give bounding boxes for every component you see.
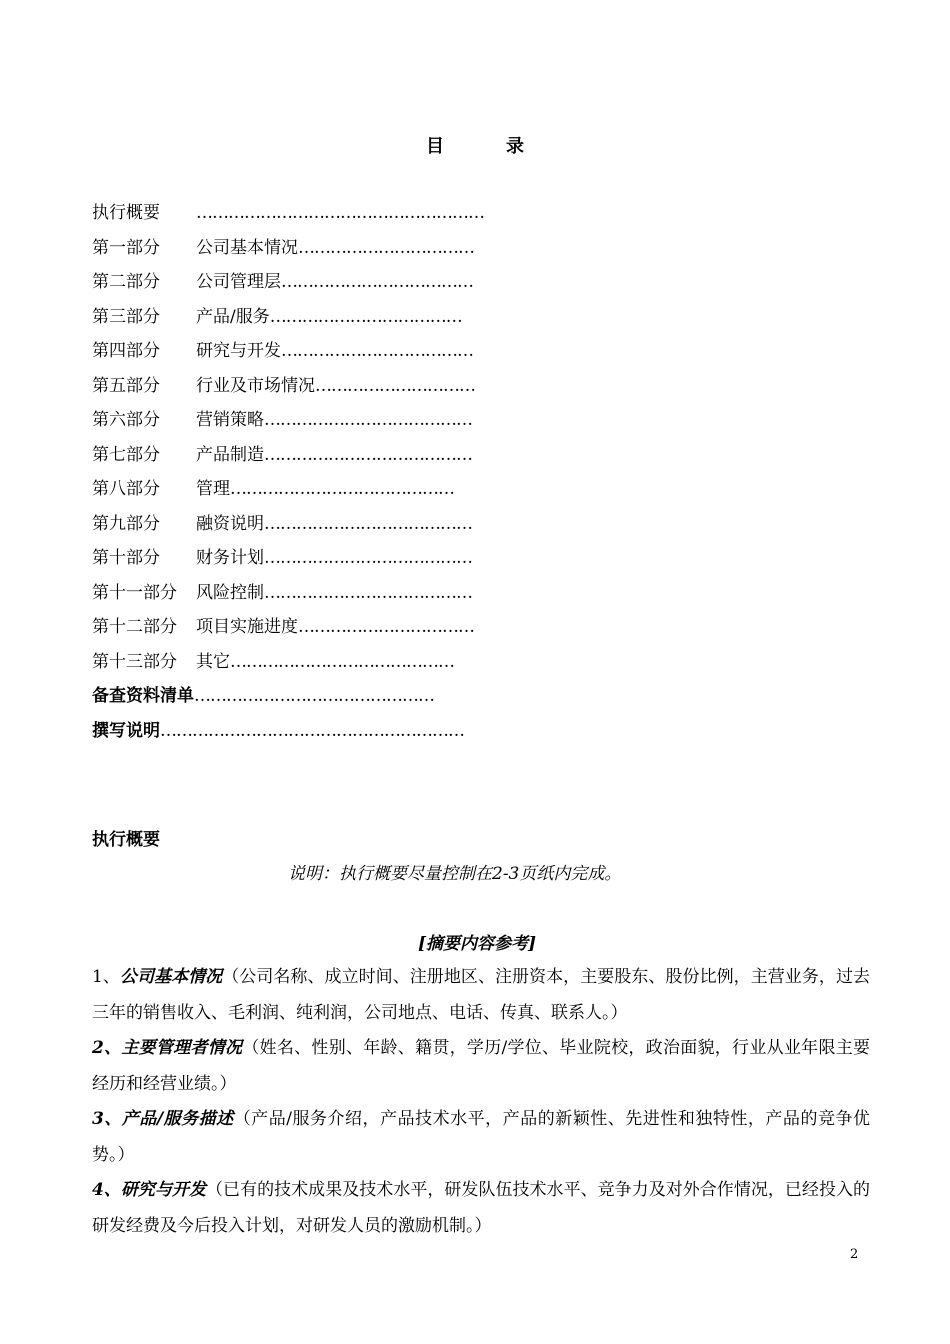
toc-name: 财务计划 bbox=[196, 548, 264, 568]
summary-item bbox=[92, 960, 870, 1031]
toc-part: 第七部分 bbox=[92, 444, 160, 465]
summary-item bbox=[92, 1031, 870, 1102]
toc-row bbox=[92, 545, 712, 580]
toc-name: 其它 bbox=[196, 651, 230, 672]
toc-title-left: 目 bbox=[426, 136, 444, 157]
summary-item-lead: 公司基本情况 bbox=[119, 967, 223, 987]
toc-name: 项目实施进度 bbox=[196, 617, 298, 637]
toc-name: 营销策略 bbox=[196, 410, 264, 430]
summary-item-number: 4、 bbox=[92, 1180, 121, 1200]
toc-dots: …………………………… bbox=[298, 617, 474, 637]
toc-dots: ………………………………… bbox=[264, 548, 472, 568]
toc-dots: ………………………………………………… bbox=[160, 720, 464, 741]
toc-part: 第一部分 bbox=[92, 237, 160, 258]
toc-dots: ………………………… bbox=[315, 375, 475, 396]
toc-name: 公司管理层 bbox=[196, 272, 281, 292]
toc-part: 第六部分 bbox=[92, 410, 160, 430]
summary-item-text: （公司名称、成立时间、注册地区、注册资本，主要股东、股份比例，主营业务，过去三年的销售收入、毛利润、纯利润，公司地点、电话、传真、联系人。） bbox=[92, 967, 871, 1023]
toc-row bbox=[92, 407, 712, 442]
toc-row bbox=[92, 200, 712, 235]
toc-list bbox=[92, 200, 712, 752]
toc-row bbox=[92, 614, 712, 649]
toc-dots: ……………………………………… bbox=[194, 686, 434, 706]
summary-item-number: 1、 bbox=[92, 967, 120, 987]
toc-name: 研究与开发 bbox=[196, 341, 281, 361]
toc-dots: ……………………………………………… bbox=[196, 203, 484, 223]
toc-row bbox=[92, 580, 712, 615]
toc-part: 第十部分 bbox=[92, 548, 160, 568]
toc-part: 第八部分 bbox=[92, 479, 160, 499]
toc-dots: ………………………………… bbox=[264, 410, 472, 430]
toc-row bbox=[92, 235, 712, 270]
toc-dots: ………………………………… bbox=[264, 444, 472, 465]
toc-part: 执行概要 bbox=[92, 203, 160, 223]
summary-items bbox=[92, 960, 870, 1244]
summary-item-text: （已有的技术成果及技术水平，研发队伍技术水平、竞争力及对外合作情况，已经投入的研发经费及今后投入计划，对研发人员的激励机制。） bbox=[92, 1180, 871, 1236]
summary-item-number: 2、 bbox=[92, 1038, 122, 1058]
toc-name: 行业及市场情况 bbox=[196, 375, 315, 396]
toc-row-appendix bbox=[92, 683, 712, 718]
toc-dots: ……………………………… bbox=[269, 306, 462, 327]
toc-dots: ……………………………… bbox=[281, 272, 473, 292]
toc-row bbox=[92, 476, 712, 511]
page-number: 2 bbox=[850, 1247, 859, 1262]
toc-dots: …………………………………… bbox=[230, 479, 454, 499]
toc-name: 产品/服务 bbox=[196, 306, 270, 327]
summary-item bbox=[92, 1102, 870, 1173]
toc-dots: ………………………………… bbox=[264, 582, 472, 603]
executive-summary-heading: 执行概要 bbox=[92, 830, 160, 850]
toc-part: 第四部分 bbox=[92, 341, 160, 361]
toc-row bbox=[92, 442, 712, 477]
toc-dots: ……………………………… bbox=[281, 341, 473, 361]
toc-writing-notes-label: 撰写说明 bbox=[92, 720, 160, 741]
executive-summary-note: 说明：执行概要尽量控制在2-3页纸内完成。 bbox=[288, 864, 622, 884]
summary-reference-title-text: [摘要内容参考] bbox=[417, 934, 537, 954]
toc-part: 第十三部分 bbox=[92, 651, 177, 672]
toc-row bbox=[92, 304, 712, 339]
toc-name: 公司基本情况 bbox=[196, 237, 298, 258]
toc-part: 第九部分 bbox=[92, 513, 160, 534]
toc-name: 融资说明 bbox=[196, 513, 264, 534]
summary-item-text: （产品/服务介绍，产品技术水平，产品的新颖性、先进性和独特性，产品的竞争优势。） bbox=[92, 1109, 870, 1165]
toc-part: 第十二部分 bbox=[92, 617, 177, 637]
toc-title bbox=[0, 132, 950, 158]
toc-row-writing-notes bbox=[92, 718, 712, 753]
summary-reference-title bbox=[0, 929, 950, 954]
toc-part: 第十一部分 bbox=[92, 582, 177, 603]
summary-item-number: 3、 bbox=[92, 1109, 122, 1129]
toc-part: 第三部分 bbox=[92, 306, 160, 327]
toc-part: 第五部分 bbox=[92, 375, 160, 396]
toc-row bbox=[92, 269, 712, 304]
summary-item-text: （姓名、性别、年龄、籍贯，学历/学位、毕业院校，政治面貌，行业从业年限主要经历和经营业绩。） bbox=[92, 1038, 870, 1094]
toc-title-right: 录 bbox=[506, 136, 524, 157]
summary-item-lead: 研究与开发 bbox=[120, 1180, 207, 1200]
toc-name: 产品制造 bbox=[196, 444, 264, 465]
summary-item-lead: 主要管理者情况 bbox=[121, 1038, 243, 1058]
toc-part: 第二部分 bbox=[92, 272, 160, 292]
toc-row bbox=[92, 373, 712, 408]
toc-dots: …………………………………… bbox=[230, 651, 454, 672]
toc-row bbox=[92, 511, 712, 546]
toc-row bbox=[92, 338, 712, 373]
summary-item-lead: 产品/服务描述 bbox=[121, 1109, 234, 1129]
toc-row bbox=[92, 649, 712, 684]
toc-appendix-label: 备查资料清单 bbox=[92, 686, 194, 706]
toc-dots: ………………………………… bbox=[264, 513, 472, 534]
toc-name: 管理 bbox=[196, 479, 230, 499]
summary-item bbox=[92, 1173, 870, 1244]
toc-name: 风险控制 bbox=[196, 582, 264, 603]
toc-dots: …………………………… bbox=[298, 237, 474, 258]
